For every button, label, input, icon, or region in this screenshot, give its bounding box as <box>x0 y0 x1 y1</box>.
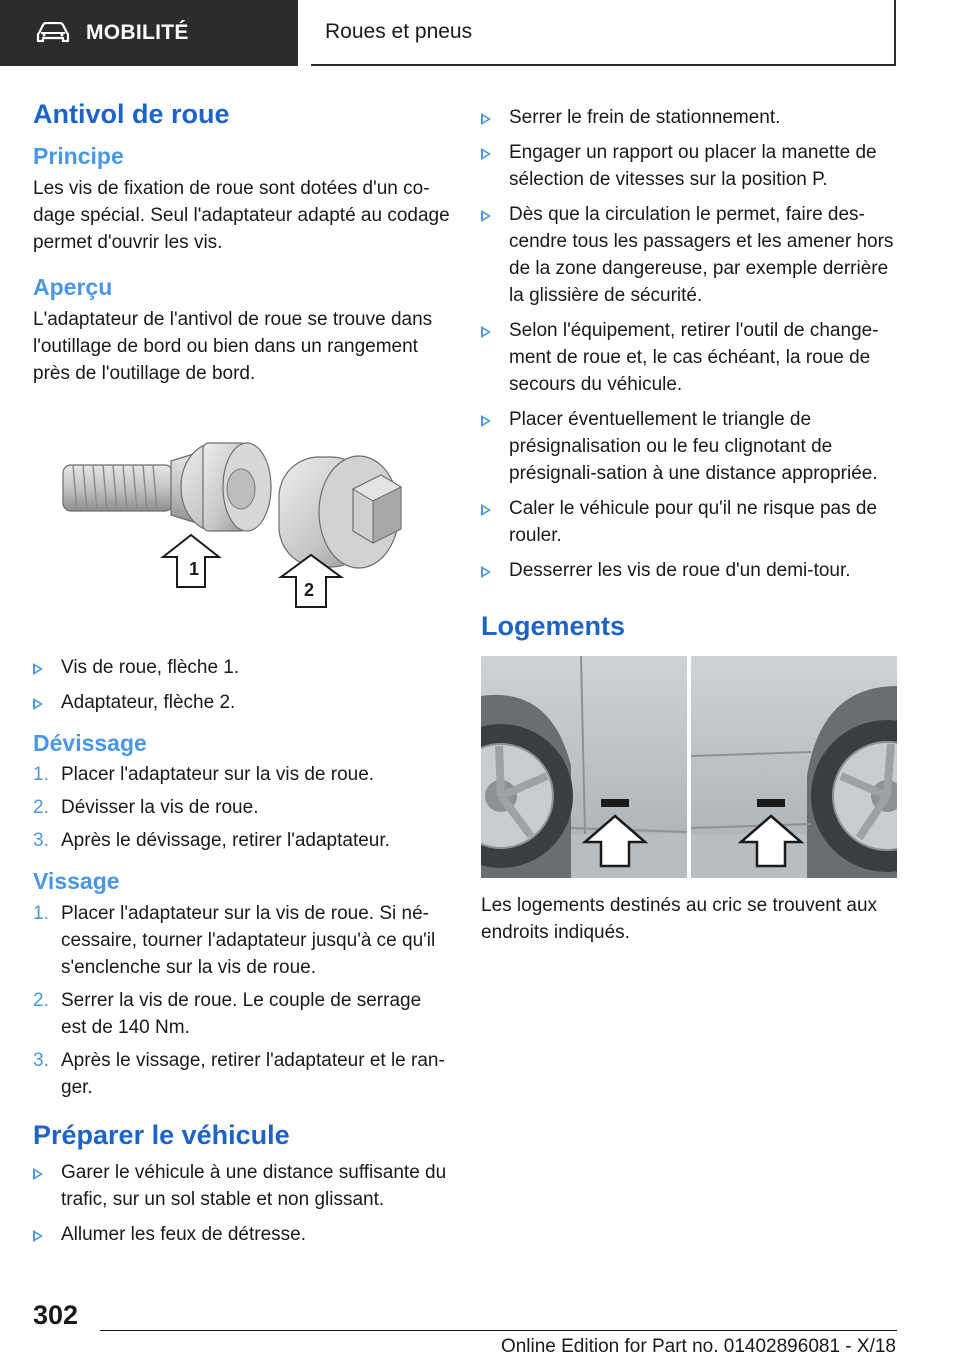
list-item: Serrer le frein de stationnement. <box>481 104 897 131</box>
rear-jack-point-view <box>691 656 897 878</box>
principe-text: Les vis de fixation de roue sont dotées d'un co-dage spécial. Seul l'adaptateur adapté au codage permet d'ouvrir les vis. <box>33 177 450 253</box>
list-item: Selon l'équipement, retirer l'outil de change-ment de roue et, le cas échéant, la roue de secours du véhicule. <box>481 317 897 398</box>
figure-legend <box>33 654 451 716</box>
front-jack-point-view <box>481 656 687 878</box>
list-item: Dès que la circulation le permet, faire des-cendre tous les passagers et les amener hors de la zone dangereuse, par exemple derrière la glissière de sécurité. <box>481 201 897 309</box>
header-section-tab <box>0 0 298 66</box>
triangle-bullet-icon <box>33 663 43 675</box>
triangle-bullet-icon <box>33 1168 43 1180</box>
arrow-2-label: 2 <box>304 579 315 600</box>
triangle-bullet-icon <box>481 566 491 578</box>
triangle-bullet-icon <box>481 326 491 338</box>
apercu-text: L'adaptateur de l'antivol de roue se trouve dans l'outillage de bord ou bien dans un rangement près de l'outillage de bord. <box>33 308 433 384</box>
arrow-1-icon <box>163 535 219 587</box>
page-number: 302 <box>33 1300 79 1330</box>
list-item: Caler le véhicule pour qu'il ne risque pas de rouler. <box>481 495 897 549</box>
triangle-bullet-icon <box>481 148 491 160</box>
list-item: Allumer les feux de détresse. <box>33 1221 451 1248</box>
preparer-heading: Préparer le véhicule <box>33 1119 290 1150</box>
chapter-title-text: Roues et pneus <box>325 20 473 43</box>
chapter-title <box>311 0 896 66</box>
devissage-heading: Dévissage <box>33 729 147 756</box>
devissage-steps <box>33 761 451 854</box>
apercu-heading: Aperçu <box>33 273 113 300</box>
logements-heading: Logements <box>481 611 626 641</box>
car-icon <box>36 22 70 44</box>
list-item: 3. Après le dévissage, retirer l'adaptateur. <box>33 830 390 852</box>
vissage-steps <box>33 900 451 1101</box>
right-column <box>481 104 897 946</box>
arrow-1-label: 1 <box>189 558 200 579</box>
principe-heading: Principe <box>33 143 124 170</box>
left-column <box>33 98 451 1256</box>
triangle-bullet-icon <box>33 698 43 710</box>
jack-points-illustration <box>481 656 897 878</box>
wheel-lock-illustration <box>33 417 451 637</box>
triangle-bullet-icon <box>481 210 491 222</box>
list-item: Vis de roue, flèche 1. <box>33 654 451 681</box>
footer-edition: Online Edition for Part no. 01402896081 - X/18 <box>500 1336 896 1357</box>
page-title: Antivol de roue <box>33 99 230 129</box>
list-item: 3. Après le vissage, retirer l'adaptateur et le ran-ger. <box>33 1049 445 1098</box>
list-item: Garer le véhicule à une distance suffisante du trafic, sur un sol stable et non glissant. <box>33 1159 451 1213</box>
list-item: Engager un rapport ou placer la manette de sélection de vitesses sur la position P. <box>481 139 897 193</box>
vissage-heading: Vissage <box>33 868 120 895</box>
triangle-bullet-icon <box>481 504 491 516</box>
list-item: Desserrer les vis de roue d'un demi-tour. <box>481 557 897 584</box>
section-title: MOBILITÉ <box>86 21 189 44</box>
list-item: 2. Dévisser la vis de roue. <box>33 797 259 819</box>
preparer-list-continued <box>481 104 897 584</box>
list-item: 2. Serrer la vis de roue. Le couple de serrage est de 140 Nm. <box>33 989 422 1038</box>
wheel-bolt <box>63 443 271 531</box>
triangle-bullet-icon <box>481 415 491 427</box>
triangle-bullet-icon <box>481 113 491 125</box>
preparer-list <box>33 1159 451 1248</box>
adapter <box>279 456 401 568</box>
list-item: 1. Placer l'adaptateur sur la vis de roue. <box>33 764 375 786</box>
logements-text: Les logements destinés au cric se trouvent aux endroits indiqués. <box>481 895 878 944</box>
triangle-bullet-icon <box>33 1230 43 1242</box>
list-item: 1. Placer l'adaptateur sur la vis de roue. Si né-cessaire, tourner l'adaptateur jusqu'à ce qu'il s'enclenche sur la vis de roue. <box>33 902 436 978</box>
list-item: Placer éventuellement le triangle de présignalisation ou le feu clignotant de présignali-sation à une distance appropriée. <box>481 406 897 487</box>
footer-divider <box>100 1330 897 1331</box>
list-item: Adaptateur, flèche 2. <box>33 689 451 716</box>
